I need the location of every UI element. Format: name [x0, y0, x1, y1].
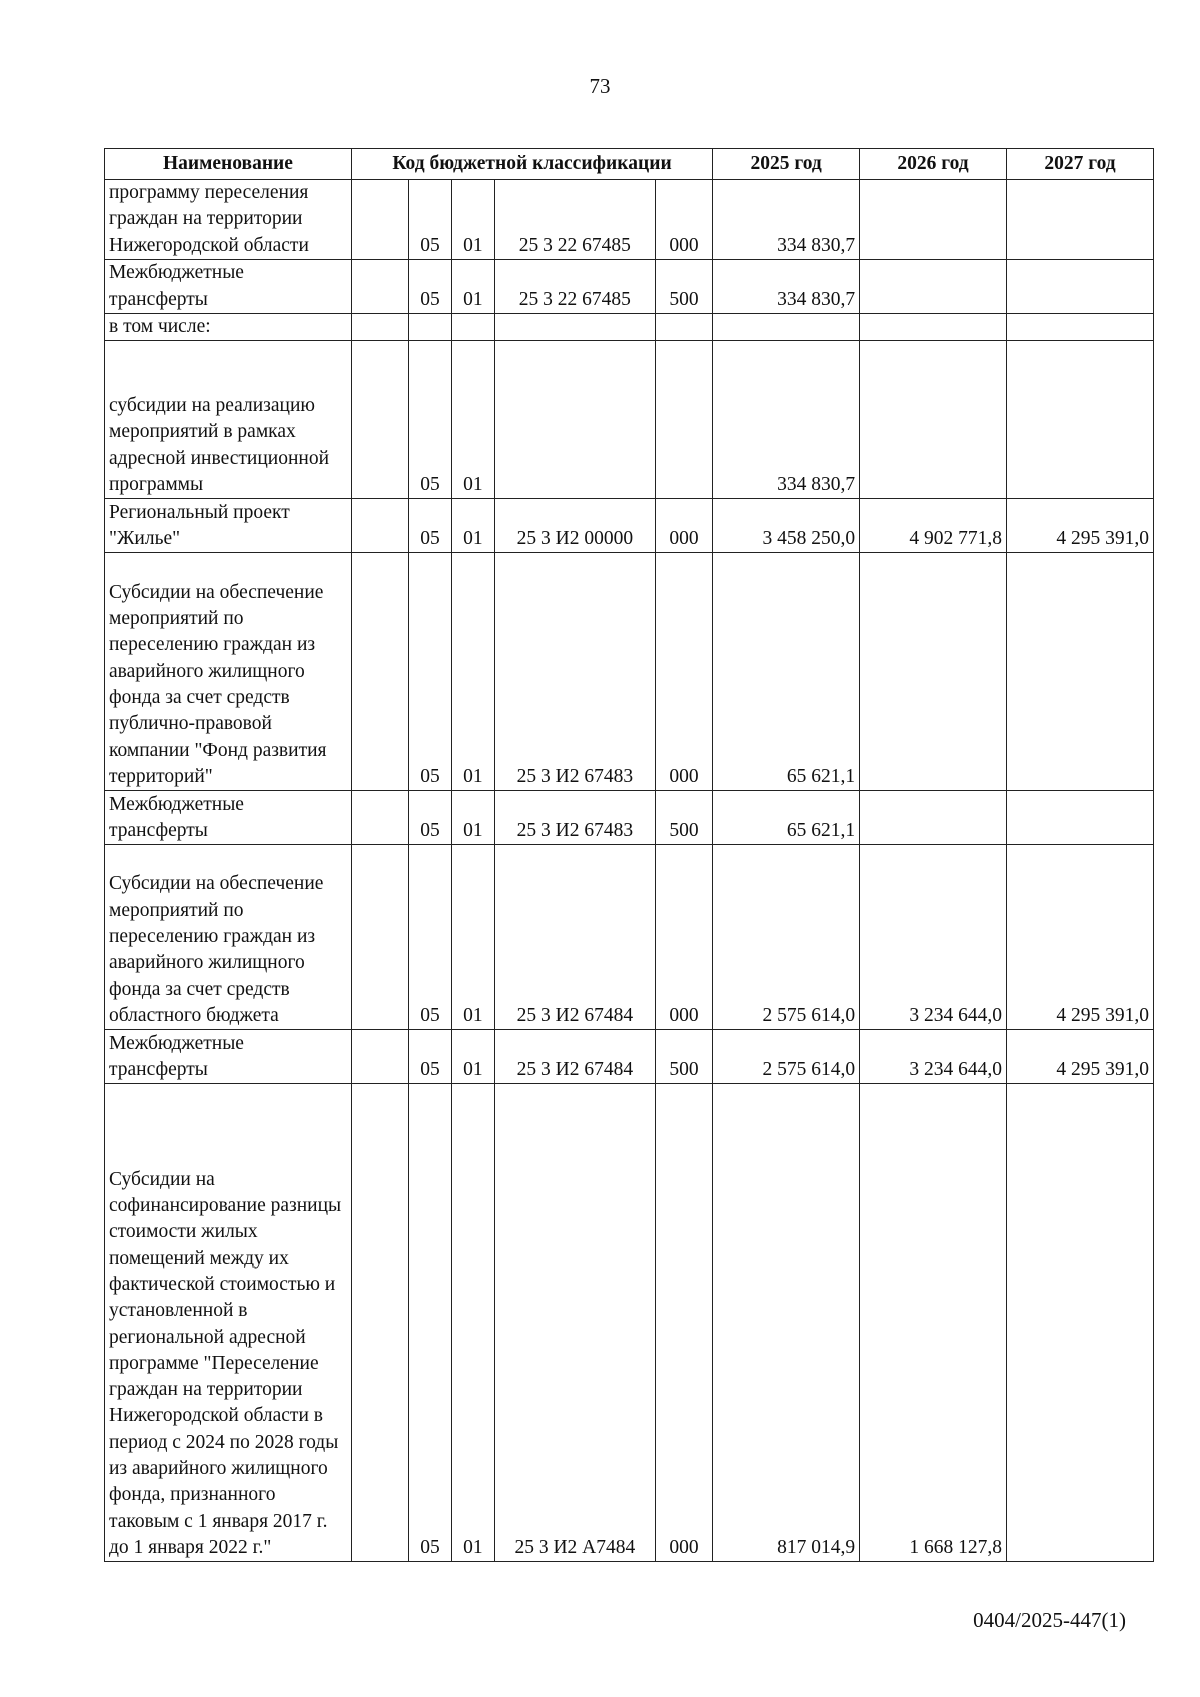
header-row	[105, 149, 1154, 180]
code-expense-type: 500	[655, 259, 712, 313]
code-expense-type	[655, 313, 712, 340]
table-row	[105, 1030, 1154, 1084]
row-name: в том числе:	[105, 313, 352, 340]
table-row	[105, 845, 1154, 1030]
row-name: субсидии на реализацию мероприятий в рамках адресной инвестиционной программы	[105, 341, 352, 499]
code-section: 05	[409, 1030, 452, 1084]
value-2026: 4 902 771,8	[860, 499, 1007, 553]
value-2027	[1006, 180, 1153, 260]
code-expense-type: 000	[655, 499, 712, 553]
code-section: 05	[409, 499, 452, 553]
code-section	[409, 313, 452, 340]
code-target-article: 25 3 22 67485	[494, 259, 655, 313]
code-part-1	[351, 259, 408, 313]
header-2025: 2025 год	[713, 149, 860, 180]
code-target-article: 25 3 И2 67484	[494, 1030, 655, 1084]
table-row	[105, 1084, 1154, 1562]
value-2027	[1006, 791, 1153, 845]
code-subsection	[451, 313, 494, 340]
header-2026: 2026 год	[860, 149, 1007, 180]
row-name: Региональный проект "Жилье"	[105, 499, 352, 553]
code-part-1	[351, 341, 408, 499]
code-target-article	[494, 313, 655, 340]
value-2025: 2 575 614,0	[713, 845, 860, 1030]
code-part-1	[351, 791, 408, 845]
code-target-article: 25 3 И2 00000	[494, 499, 655, 553]
header-code: Код бюджетной классификации	[351, 149, 712, 180]
code-target-article: 25 3 И2 67483	[494, 791, 655, 845]
code-expense-type: 000	[655, 180, 712, 260]
value-2027: 4 295 391,0	[1006, 845, 1153, 1030]
code-subsection: 01	[451, 1084, 494, 1562]
code-target-article: 25 3 22 67485	[494, 180, 655, 260]
code-target-article: 25 3 И2 67484	[494, 845, 655, 1030]
code-part-1	[351, 553, 408, 791]
code-section: 05	[409, 259, 452, 313]
value-2025: 3 458 250,0	[713, 499, 860, 553]
code-section: 05	[409, 1084, 452, 1562]
code-part-1	[351, 1030, 408, 1084]
value-2027	[1006, 1084, 1153, 1562]
code-expense-type: 500	[655, 791, 712, 845]
code-section: 05	[409, 180, 452, 260]
page-number: 73	[589, 74, 611, 98]
value-2026	[860, 259, 1007, 313]
code-part-1	[351, 180, 408, 260]
code-section: 05	[409, 553, 452, 791]
value-2026: 1 668 127,8	[860, 1084, 1007, 1562]
document-code: 0404/2025-447(1)	[973, 1608, 1126, 1632]
code-target-article: 25 3 И2 67483	[494, 553, 655, 791]
code-part-1	[351, 845, 408, 1030]
value-2026	[860, 313, 1007, 340]
header-2027: 2027 год	[1006, 149, 1153, 180]
row-name: Субсидии на обеспечение мероприятий по переселению граждан из аварийного жилищного фонда за счет средств областного бюджета	[105, 845, 352, 1030]
value-2027	[1006, 341, 1153, 499]
table-row	[105, 341, 1154, 499]
code-part-1	[351, 1084, 408, 1562]
value-2026	[860, 553, 1007, 791]
code-subsection: 01	[451, 1030, 494, 1084]
budget-table	[104, 148, 1154, 1562]
code-subsection: 01	[451, 553, 494, 791]
row-name: Субсидии на обеспечение мероприятий по переселению граждан из аварийного жилищного фонда за счет средств публично-правовой компании "Фонд развития территорий"	[105, 553, 352, 791]
code-subsection: 01	[451, 791, 494, 845]
row-name: программу переселения граждан на территории Нижегородской области	[105, 180, 352, 260]
value-2027	[1006, 553, 1153, 791]
row-name: Межбюджетные трансферты	[105, 1030, 352, 1084]
code-subsection: 01	[451, 341, 494, 499]
table-row	[105, 259, 1154, 313]
value-2026	[860, 791, 1007, 845]
code-expense-type: 000	[655, 553, 712, 791]
code-section: 05	[409, 341, 452, 499]
value-2025: 334 830,7	[713, 180, 860, 260]
value-2025	[713, 313, 860, 340]
table-row	[105, 499, 1154, 553]
value-2025: 65 621,1	[713, 791, 860, 845]
code-subsection: 01	[451, 180, 494, 260]
value-2025: 334 830,7	[713, 341, 860, 499]
code-target-article	[494, 341, 655, 499]
value-2026: 3 234 644,0	[860, 1030, 1007, 1084]
row-name: Субсидии на софинансирование разницы стоимости жилых помещений между их фактической стоимостью и установленной в региональной адресной программе "Переселение граждан на территории Нижегородской области в период с 2024 по 2028 годы из аварийного жилищного фонда, признанного таковым с 1 января 2017 г. до 1 января 2022 г."	[105, 1084, 352, 1562]
value-2027: 4 295 391,0	[1006, 499, 1153, 553]
row-name: Межбюджетные трансферты	[105, 791, 352, 845]
code-expense-type	[655, 341, 712, 499]
value-2026: 3 234 644,0	[860, 845, 1007, 1030]
code-target-article: 25 3 И2 А7484	[494, 1084, 655, 1562]
value-2025: 65 621,1	[713, 553, 860, 791]
code-part-1	[351, 313, 408, 340]
table-row	[105, 553, 1154, 791]
code-subsection: 01	[451, 259, 494, 313]
code-section: 05	[409, 791, 452, 845]
value-2025: 2 575 614,0	[713, 1030, 860, 1084]
value-2027	[1006, 313, 1153, 340]
code-expense-type: 500	[655, 1030, 712, 1084]
row-name: Межбюджетные трансферты	[105, 259, 352, 313]
table-row	[105, 313, 1154, 340]
code-expense-type: 000	[655, 845, 712, 1030]
code-part-1	[351, 499, 408, 553]
value-2027	[1006, 259, 1153, 313]
table-row	[105, 180, 1154, 260]
code-subsection: 01	[451, 845, 494, 1030]
value-2027: 4 295 391,0	[1006, 1030, 1153, 1084]
header-name: Наименование	[105, 149, 352, 180]
code-expense-type: 000	[655, 1084, 712, 1562]
value-2026	[860, 341, 1007, 499]
code-subsection: 01	[451, 499, 494, 553]
value-2026	[860, 180, 1007, 260]
code-section: 05	[409, 845, 452, 1030]
value-2025: 334 830,7	[713, 259, 860, 313]
table-row	[105, 791, 1154, 845]
value-2025: 817 014,9	[713, 1084, 860, 1562]
